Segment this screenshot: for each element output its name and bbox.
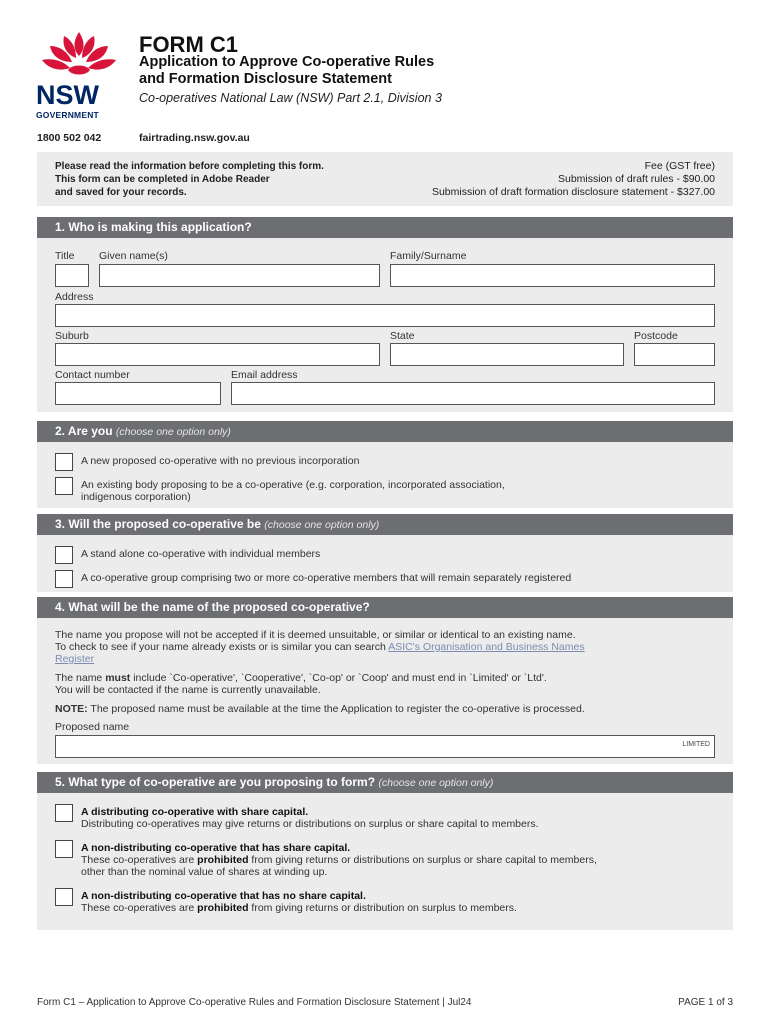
name-guidance-paragraph xyxy=(55,629,720,665)
opt2-prohibited: prohibited xyxy=(197,854,249,866)
fee-disclosure: Submission of draft formation disclosure statement - $327.00 xyxy=(431,186,715,198)
opt2-a: These co-operatives are xyxy=(81,854,195,866)
suburb-field[interactable] xyxy=(55,343,380,366)
option-non-distributing-share-desc xyxy=(81,854,721,866)
name-requirements-line1 xyxy=(55,672,720,684)
opt3-a: These co-operatives are xyxy=(81,902,195,914)
name-requirements-must: must xyxy=(105,672,131,684)
state-field[interactable] xyxy=(390,343,624,366)
section-proposed-name xyxy=(37,597,733,764)
contact-number-field[interactable] xyxy=(55,382,221,405)
email-field[interactable] xyxy=(231,382,715,405)
form-subtitle-line1: Application to Approve Co-operative Rules xyxy=(139,54,435,70)
logo-nsw-text: NSW xyxy=(36,80,99,110)
footer-form-name: Form C1 – Application to Approve Co-operative Rules and Formation Disclosure Statement | Jul24 xyxy=(37,997,472,1008)
checkbox-new-cooperative[interactable] xyxy=(55,453,73,471)
address-label: Address xyxy=(55,291,94,303)
section-5-title: 5. What type of co-operative are you proposing to form? xyxy=(55,775,376,789)
limited-suffix: LIMITED xyxy=(682,741,710,748)
asic-register-link[interactable]: ASIC's Organisation and Business Names xyxy=(388,641,585,653)
section-3-heading xyxy=(37,514,733,535)
fee-title: Fee (GST free) xyxy=(644,160,715,172)
option-cooperative-group-label: A co-operative group comprising two or more co-operative members that will remain separately registered xyxy=(81,572,572,584)
opt3-b: from giving returns or distribution on surplus to members. xyxy=(251,902,517,914)
form-subtitle xyxy=(139,54,559,88)
option-stand-alone-label: A stand alone co-operative with individual members xyxy=(81,548,321,560)
email-label: Email address xyxy=(231,369,298,381)
phone-number: 1800 502 042 xyxy=(37,132,102,144)
section-are-you xyxy=(37,421,733,508)
fee-rules: Submission of draft rules - $90.00 xyxy=(558,173,715,185)
logo-government-text: GOVERNMENT xyxy=(36,110,99,120)
info-panel xyxy=(37,152,733,206)
title-field[interactable] xyxy=(55,264,89,287)
option-non-distributing-share-desc-line2: other than the nominal value of shares at winding up. xyxy=(81,866,328,878)
postcode-field[interactable] xyxy=(634,343,715,366)
name-requirements-b: include `Co-operative', `Cooperative', `Co-op' or `Coop' and must end in `Limited' or `Ltd'. xyxy=(133,672,547,684)
given-name-field[interactable] xyxy=(99,264,380,287)
note-text: The proposed name must be available at the time the Application to register the co-operative is processed. xyxy=(90,703,585,715)
checkbox-distributing[interactable] xyxy=(55,804,73,822)
option-distributing-label xyxy=(81,806,721,830)
checkbox-non-distributing-no-share[interactable] xyxy=(55,888,73,906)
given-name-label: Given name(s) xyxy=(99,250,168,262)
instructions-line2: This form can be completed in Adobe Reader xyxy=(55,174,270,185)
title-label: Title xyxy=(55,250,75,262)
option-existing-body-line1: An existing body proposing to be a co-operative (e.g. corporation, incorporated association, xyxy=(81,479,505,491)
checkbox-stand-alone[interactable] xyxy=(55,546,73,564)
section-4-heading: 4. What will be the name of the proposed co-operative? xyxy=(37,597,733,618)
section-5-heading xyxy=(37,772,733,793)
checkbox-non-distributing-share[interactable] xyxy=(55,840,73,858)
option-existing-body-line2: indigenous corporation) xyxy=(81,491,191,503)
section-3-hint: (choose one option only) xyxy=(264,519,380,531)
opt2-b: from giving returns or distributions on surplus or share capital to members, xyxy=(251,854,597,866)
website-link[interactable]: fairtrading.nsw.gov.au xyxy=(139,132,250,144)
option-non-distributing-no-share-desc xyxy=(81,902,721,914)
instructions-line3: and saved for your records. xyxy=(55,187,187,198)
page-number: PAGE 1 of 3 xyxy=(678,997,733,1008)
option-distributing-desc: Distributing co-operatives may give returns or distributions on surplus or share capital to members. xyxy=(81,818,539,830)
option-non-distributing-share-label xyxy=(81,842,721,878)
option-non-distributing-no-share-title: A non-distributing co-operative that has no share capital. xyxy=(81,890,366,902)
family-name-field[interactable] xyxy=(390,264,715,287)
name-requirements-paragraph xyxy=(55,672,720,696)
section-cooperative-form xyxy=(37,772,733,930)
form-title: FORM C1 xyxy=(139,32,238,57)
checkbox-existing-body[interactable] xyxy=(55,477,73,495)
option-non-distributing-no-share-label xyxy=(81,890,721,914)
section-applicant xyxy=(37,217,733,412)
name-guidance-line1: The name you propose will not be accepted if it is deemed unsuitable, or similar or identical to an existing name. xyxy=(55,629,576,641)
postcode-label: Postcode xyxy=(634,330,678,342)
opt3-prohibited: prohibited xyxy=(197,902,249,914)
section-2-heading xyxy=(37,421,733,442)
suburb-label: Suburb xyxy=(55,330,89,342)
nsw-government-logo xyxy=(34,30,124,120)
option-existing-body-label xyxy=(81,479,721,503)
option-new-cooperative-label: A new proposed co-operative with no previous incorporation xyxy=(81,455,360,467)
name-requirements-a: The name xyxy=(55,672,103,684)
waratah-icon xyxy=(34,30,124,82)
state-label: State xyxy=(390,330,415,342)
section-3-title: 3. Will the proposed co-operative be xyxy=(55,517,261,531)
name-note xyxy=(55,703,720,715)
proposed-name-field[interactable] xyxy=(55,735,715,758)
section-2-hint: (choose one option only) xyxy=(115,426,231,438)
note-label: NOTE: xyxy=(55,703,88,715)
section-cooperative-type xyxy=(37,514,733,592)
name-guidance-line2 xyxy=(55,641,720,653)
form-law-reference: Co-operatives National Law (NSW) Part 2.1, Division 3 xyxy=(139,91,442,105)
name-guidance-line2-text: To check to see if your name already exists or is similar you can search xyxy=(55,641,386,653)
asic-register-link-continued[interactable]: Register xyxy=(55,653,95,665)
instructions-line1: Please read the information before completing this form. xyxy=(55,161,324,172)
section-5-hint: (choose one option only) xyxy=(378,777,494,789)
checkbox-cooperative-group[interactable] xyxy=(55,570,73,588)
option-non-distributing-share-title: A non-distributing co-operative that has share capital. xyxy=(81,842,351,854)
name-requirements-line2: You will be contacted if the name is currently unavailable. xyxy=(55,684,321,696)
fee-info xyxy=(432,160,715,199)
section-2-title: 2. Are you xyxy=(55,424,113,438)
instructions xyxy=(55,160,324,199)
form-subtitle-line2: and Formation Disclosure Statement xyxy=(139,71,392,87)
section-1-heading: 1. Who is making this application? xyxy=(37,217,733,238)
option-distributing-title: A distributing co-operative with share capital. xyxy=(81,806,309,818)
family-name-label: Family/Surname xyxy=(390,250,467,262)
contact-number-label: Contact number xyxy=(55,369,130,381)
address-field[interactable] xyxy=(55,304,715,327)
proposed-name-label: Proposed name xyxy=(55,721,130,733)
